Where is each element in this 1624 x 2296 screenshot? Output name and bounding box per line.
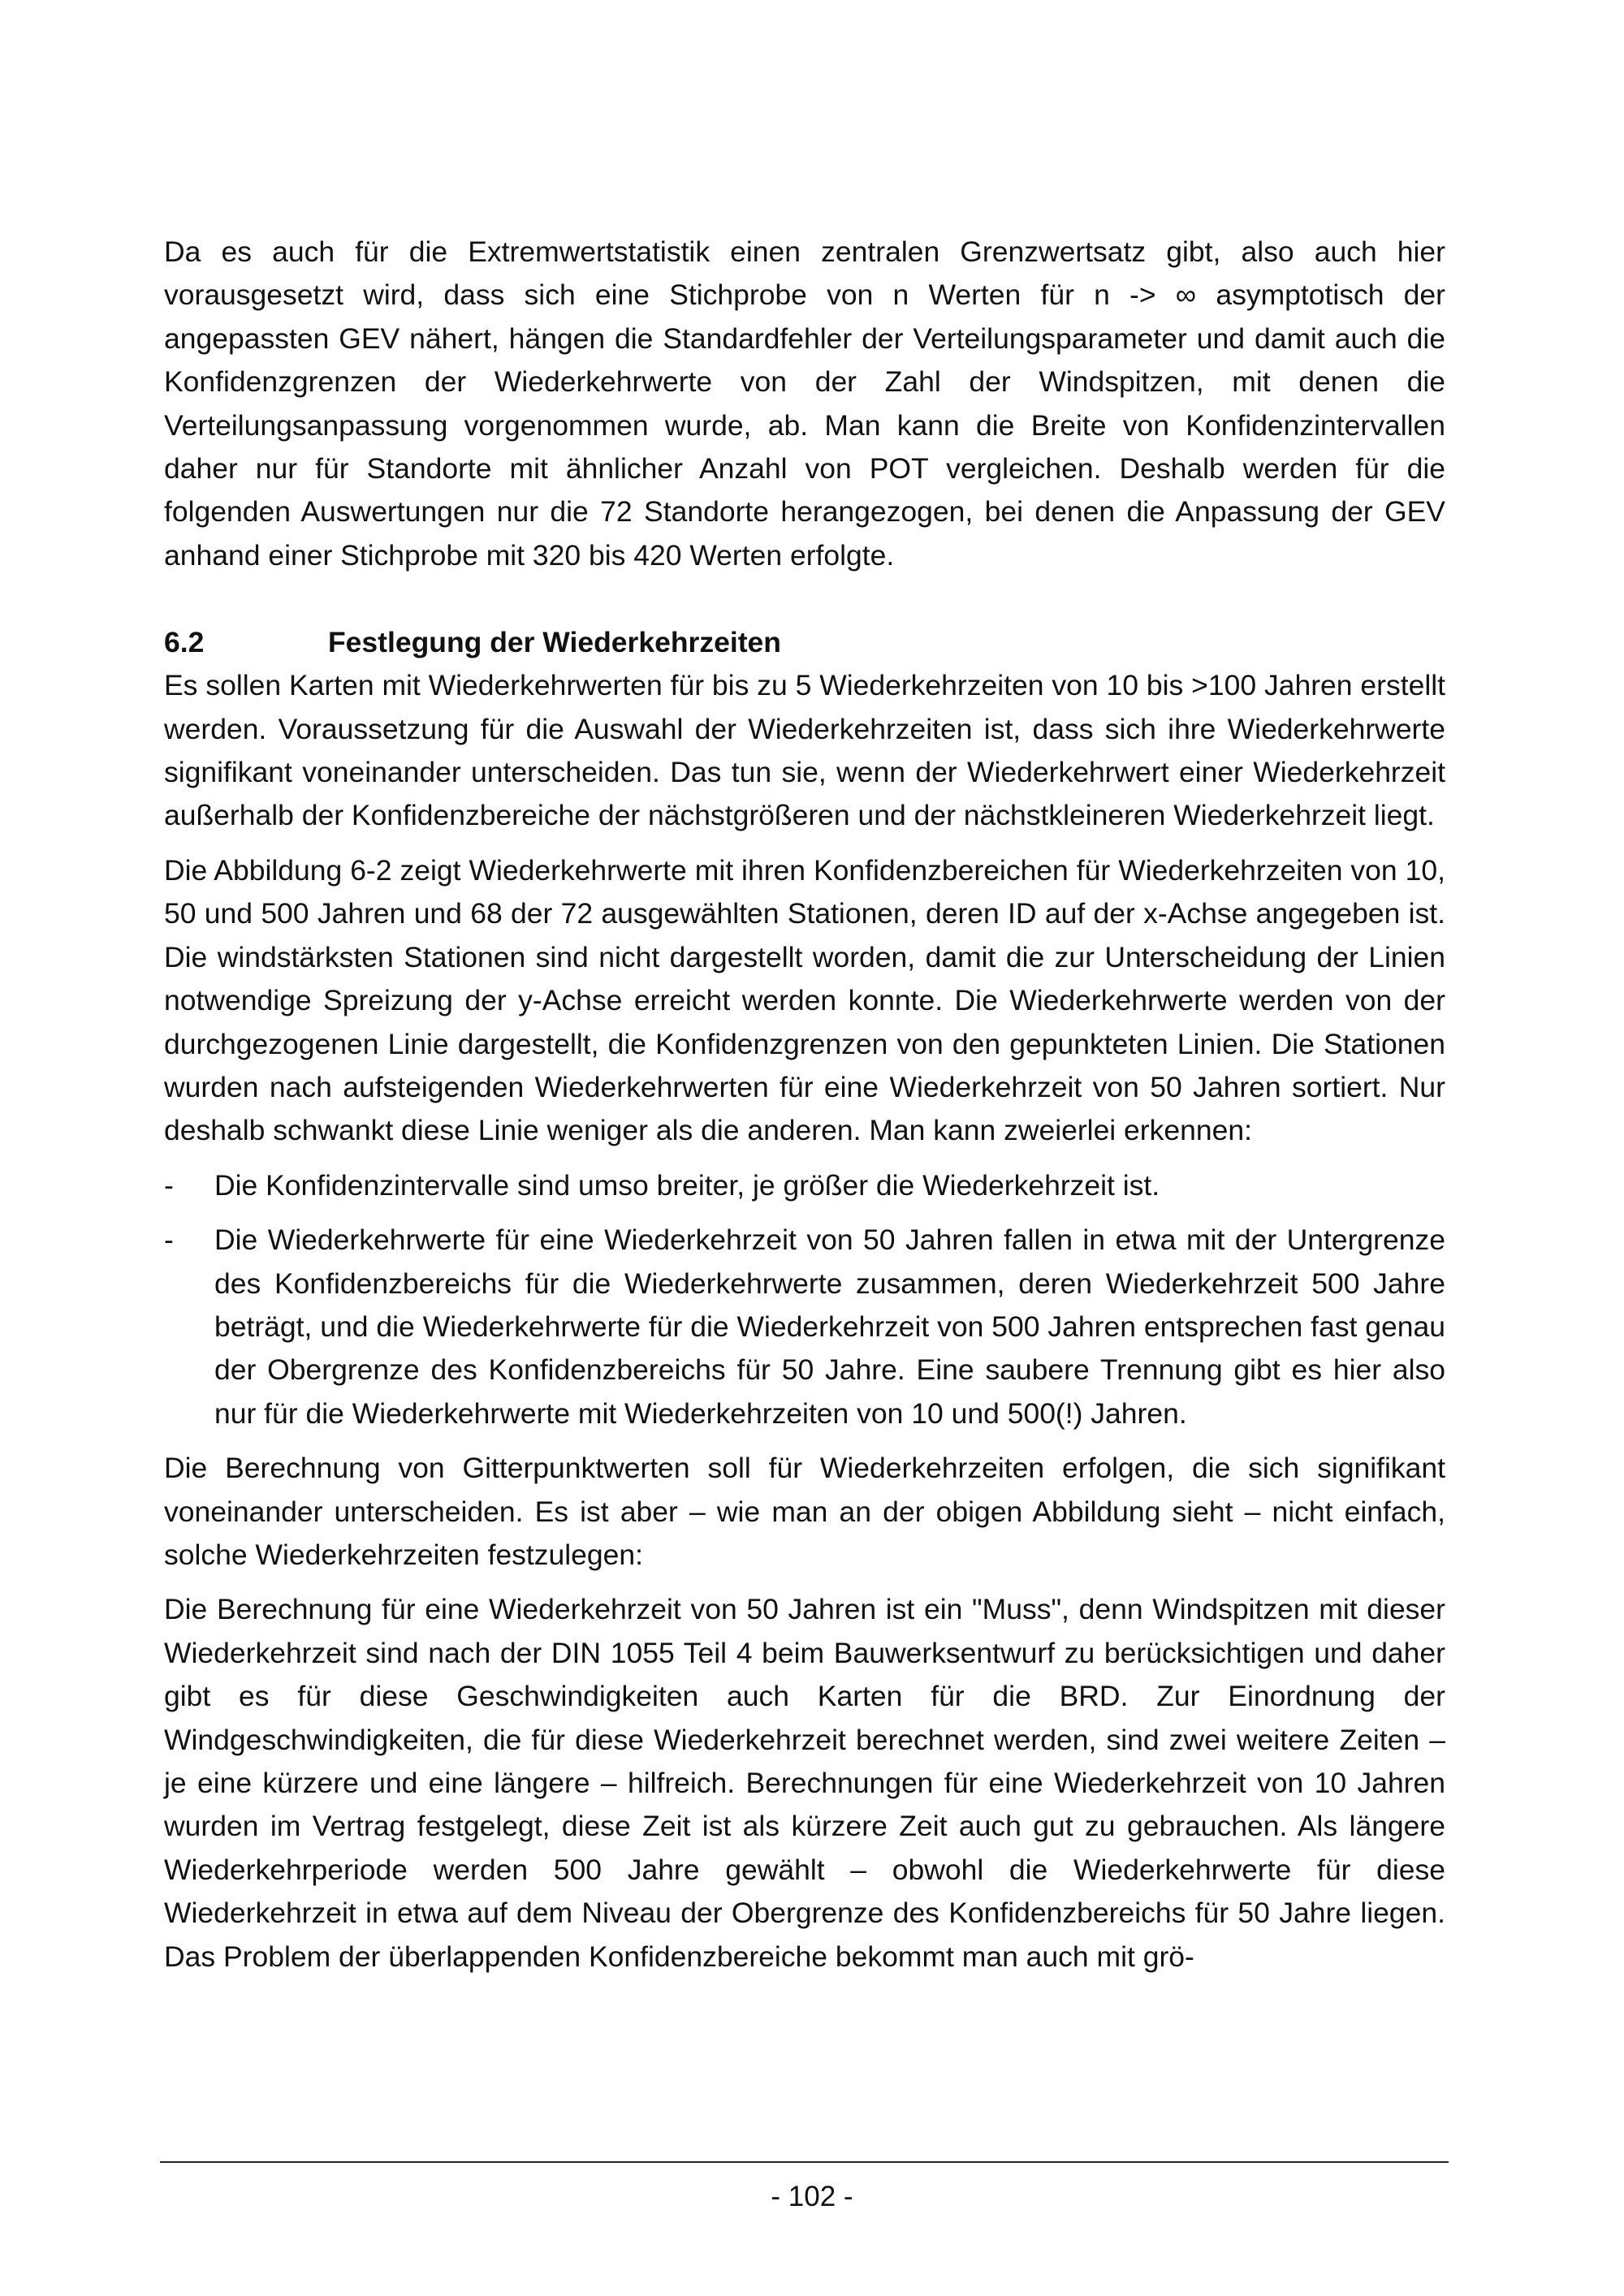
list-item — [164, 1164, 1445, 1207]
section-heading — [164, 621, 1445, 664]
paragraph-recurrence-intro: Es sollen Karten mit Wiederkehrwerten für bis zu 5 Wiederkehrzeiten von 10 bis >100 Jahren erstellt werden. Voraussetzung für die Auswahl der Wiederkehrzeiten ist, dass sich ihre Wiederkehrwerte signifikant voneinander unterscheiden. Das tun sie, wenn der Wiederkehrwert einer Wiederkehrzeit außerhalb der Konfidenzbereiche der nächstgrößeren und der nächstkleineren Wiederkehrzeit liegt. — [164, 669, 1445, 832]
list-dash: - — [164, 1224, 174, 1257]
findings-list — [164, 1164, 1445, 1435]
list-dash: - — [164, 1168, 174, 1202]
paragraph-intro: Da es auch für die Extremwertstatistik einen zentralen Grenzwertsatz gibt, also auch hier vorausgesetzt wird, dass sich eine Stichprobe von n Werten für n -> ∞ asymptotisch der angepassten GEV nähert, hängen die Standardfehler der Verteilungsparameter und damit auch die Konfidenzgrenzen der Wiederkehrwerte von der Zahl der Windspitzen, mit denen die Verteilungsanpassung vorgenommen wurde, ab. Man kann die Breite von Konfidenzintervallen daher nur für Standorte mit ähnlicher Anzahl von POT vergleichen. Deshalb werden für die folgenden Auswertungen nur die 72 Standorte herangezogen, bei denen die Anpassung der GEV anhand einer Stichprobe mit 320 bis 420 Werten erfolgte. — [164, 235, 1445, 572]
page-body — [164, 231, 1445, 1990]
section-number: 6.2 — [164, 626, 205, 659]
paragraph-gridpoint-calculation: Die Berechnung von Gitterpunktwerten soll für Wiederkehrzeiten erfolgen, die sich signifikant voneinander unterscheiden. Es ist aber – wie man an der obigen Abbildung sieht – nicht einfach, solche Wiederkehrzeiten festzulegen: — [164, 1452, 1445, 1571]
paragraph-recurrence-choice: Die Berechnung für eine Wiederkehrzeit von 50 Jahren ist ein "Muss", denn Windspitzen mit dieser Wiederkehrzeit sind nach der DIN 1055 Teil 4 beim Bauwerksentwurf zu berücksichtigen und daher gibt es für diese Geschwindigkeiten auch Karten für die BRD. Zur Einordnung der Windgeschwindigkeiten, die für diese Wiederkehrzeit berechnet werden, sind zwei weitere Zeiten – je eine kürzere und eine längere – hilfreich. Berechnungen für eine Wiederkehrzeit von 10 Jahren wurden im Vertrag festgelegt, diese Zeit ist als kürzere Zeit auch gut zu gebrauchen. Als längere Wiederkehrperiode werden 500 Jahre gewählt – obwohl die Wiederkehrwerte für diese Wiederkehrzeit in etwa auf dem Niveau der Obergrenze des Konfidenzbereichs für 50 Jahre liegen. Das Problem der überlappenden Konfidenzbereiche bekommt man auch mit grö- — [164, 1593, 1445, 1973]
list-item — [164, 1219, 1445, 1435]
footer-divider — [160, 2161, 1449, 2163]
page-number: - 102 - — [771, 2181, 853, 2212]
section-title: Festlegung der Wiederkehrzeiten — [328, 626, 781, 659]
list-item-text: Die Wiederkehrwerte für eine Wiederkehrzeit von 50 Jahren fallen in etwa mit der Untergrenze des Konfidenzbereichs für die Wiederkehrwerte zusammen, deren Wiederkehrzeit 500 Jahre beträgt, und die Wiederkehrwerte für die Wiederkehrzeit von 500 Jahren entsprechen fast genau der Obergrenze des Konfidenzbereichs für 50 Jahre. Eine saubere Trennung gibt es hier also nur für die Wiederkehrwerte mit Wiederkehrzeiten von 10 und 500(!) Jahren. — [214, 1224, 1445, 1430]
paragraph-figure-description: Die Abbildung 6-2 zeigt Wiederkehrwerte mit ihren Konfidenzbereichen für Wiederkehrzeiten von 10, 50 und 500 Jahren und 68 der 72 ausgewählten Stationen, deren ID auf der x-Achse angegeben ist. Die windstärksten Stationen sind nicht dargestellt worden, damit die zur Unterscheidung der Linien notwendige Spreizung der y-Achse erreicht werden konnte. Die Wiederkehrwerte werden von der durchgezogenen Linie dargestellt, die Konfidenzgrenzen von den gepunkteten Linien. Die Stationen wurden nach aufsteigenden Wiederkehrwerten für eine Wiederkehrzeit von 50 Jahren sortiert. Nur deshalb schwankt diese Linie weniger als die anderen. Man kann zweierlei erkennen: — [164, 853, 1445, 1147]
list-item-text: Die Konfidenzintervalle sind umso breiter, je größer die Wiederkehrzeit ist. — [214, 1168, 1160, 1202]
